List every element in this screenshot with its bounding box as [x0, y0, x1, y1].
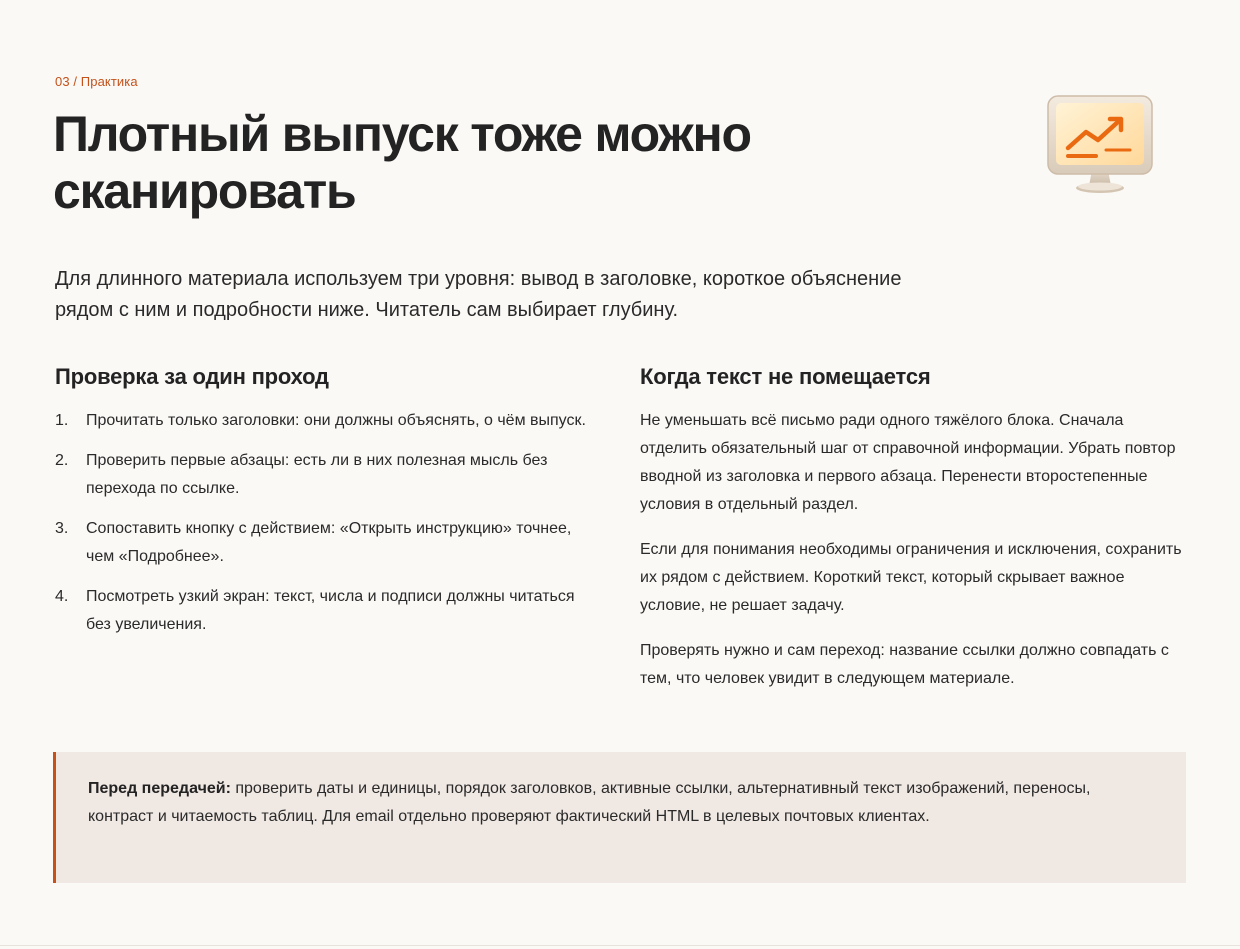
overflow-paragraph: Если для понимания необходимы ограничения и исключения, сохранить их рядом с действием. Короткий текст, который скрывает важное условие, не решает задачу. [640, 541, 1182, 614]
checklist-steps [55, 407, 595, 639]
list-item [55, 407, 595, 435]
lead-paragraph: Для длинного материала используем три уровня: вывод в заголовке, короткое объяснение рядом с ним и подробности ниже. Читатель сам выбирает глубину. [55, 268, 902, 321]
step-text: Посмотреть узкий экран: текст, числа и подписи должны читаться без увеличения. [86, 588, 575, 633]
step-number: 4. [55, 588, 69, 605]
monitor-growth-chart-icon [1040, 90, 1160, 198]
list-item [55, 583, 595, 639]
list-item [55, 447, 595, 503]
overflow-paragraph: Проверять нужно и сам переход: название ссылки должно совпадать с тем, что человек увидит в следующем материале. [640, 642, 1169, 687]
pre-handoff-callout [53, 752, 1186, 883]
callout-label: Перед передачей: [88, 780, 231, 797]
step-number: 2. [55, 452, 69, 469]
bottom-divider [0, 945, 1240, 946]
section-kicker: 03 / Практика [55, 74, 138, 89]
overflow-section [640, 363, 1185, 710]
overflow-heading: Когда текст не помещается [640, 364, 931, 389]
checklist-heading: Проверка за один проход [55, 364, 329, 389]
overflow-paragraph: Не уменьшать всё письмо ради одного тяжёлого блока. Сначала отделить обязательный шаг от справочной информации. Убрать повтор вводной из заголовка и первого абзаца. Перенести второстепенные условия в отдельный раздел. [640, 412, 1176, 513]
page-title: Плотный выпуск тоже можно сканировать [53, 106, 751, 219]
step-number: 1. [55, 412, 69, 429]
list-item [55, 515, 595, 571]
step-text: Прочитать только заголовки: они должны объяснять, о чём выпуск. [86, 412, 586, 429]
step-text: Проверить первые абзацы: есть ли в них полезная мысль без перехода по ссылке. [86, 452, 548, 497]
checklist-section [55, 363, 595, 651]
step-number: 3. [55, 520, 69, 537]
step-text: Сопоставить кнопку с действием: «Открыть инструкцию» точнее, чем «Подробнее». [86, 520, 572, 565]
callout-text: проверить даты и единицы, порядок заголовков, активные ссылки, альтернативный текст изображений, переносы, контраст и читаемость таблиц. Для email отдельно проверяют фактический HTML в целевых почтовых клиентах. [88, 780, 1091, 825]
